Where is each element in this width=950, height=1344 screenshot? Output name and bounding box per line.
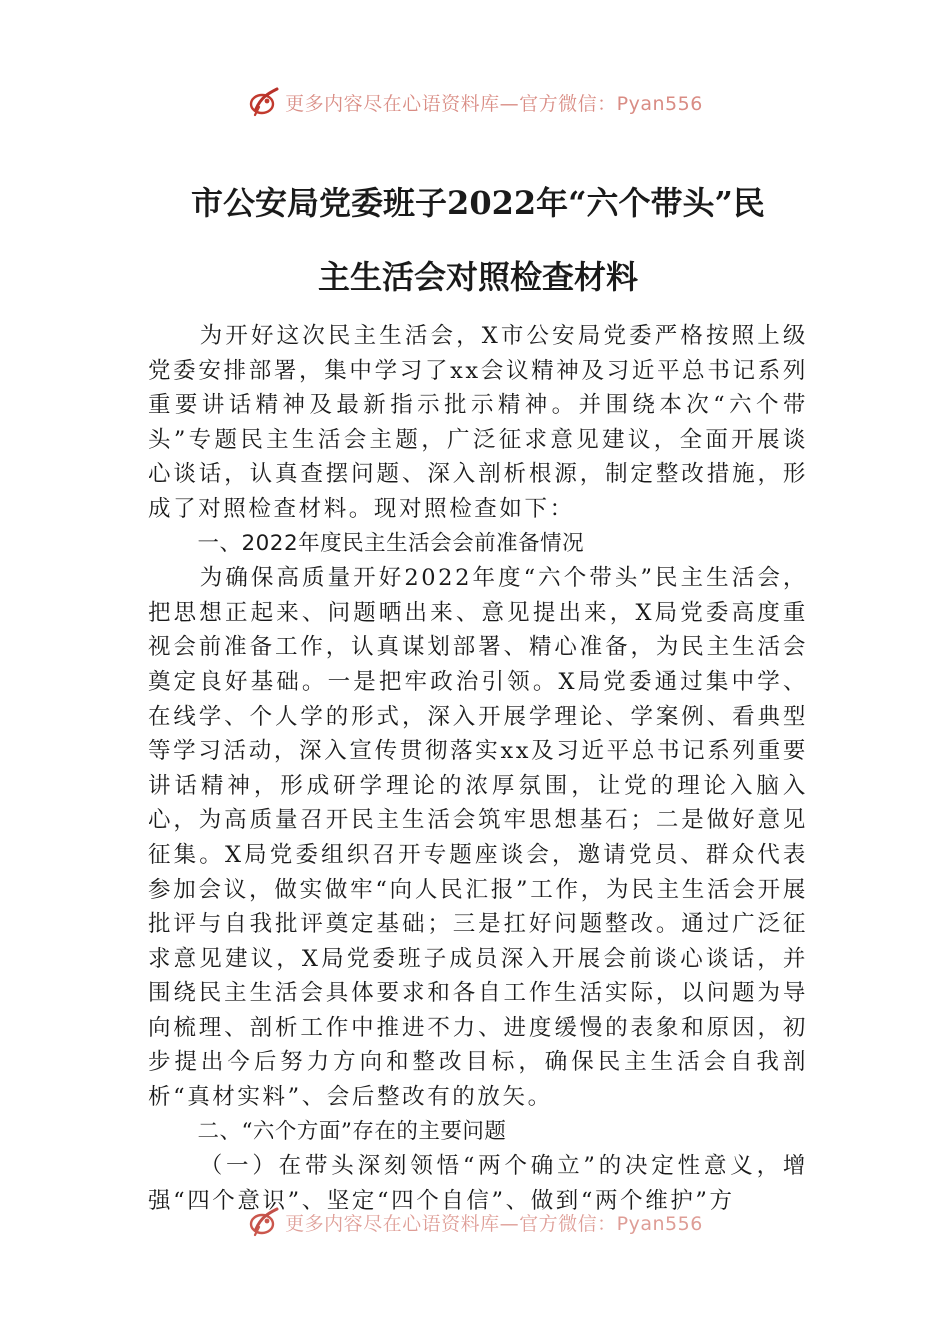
watermark-banner-bottom — [0, 1202, 950, 1242]
intro-paragraph: 为开好这次民主生活会，X市公安局党委严格按照上级党委安排部署，集中学习了xx会议精神及习近平总书记系列重要讲话精神及最新指示批示精神。并围绕本次“六个带头”专题民主生活会主题，广泛征求意见建议，全面开展谈心谈话，认真查摆问题、深入剖析根源，制定整改措施，形成了对照检查材料。现对照检查如下： — [148, 323, 808, 522]
section-1-paragraph: 为确保高质量开好2022年度“六个带头”民主生活会，把思想正起来、问题晒出来、意见提出来，X局党委高度重视会前准备工作，认真谋划部署、精心准备，为民主生活会奠定良好基础。一是把牢政治引领。X局党委通过集中学、在线学、个人学的形式，深入开展学理论、学案例、看典型等学习活动，深入宣传贯彻落实xx及习近平总书记系列重要讲话精神，形成研学理论的浓厚氛围，让党的理论入脑入心，为高质量召开民主生活会筑牢思想基石；二是做好意见征集。X局党委组织召开专题座谈会，邀请党员、群众代表参加会议，做实做牢“向人民汇报”工作，为民主生活会开展批评与自我批评奠定基础；三是扛好问题整改。通过广泛征求意见建议，X局党委班子成员深入开展会前谈心谈话，并围绕民主生活会具体要求和各自工作生活实际，以问题为导向梳理、剖析工作中推进不力、进度缓慢的表象和原因，初步提出今后努力方向和整改目标，确保民主生活会自我剖析“真材实料”、会后整改有的放矢。 — [148, 565, 808, 1111]
watermark-text: 更多内容尽在心语资料库—官方微信：Pyan556 — [285, 92, 703, 115]
document-title — [148, 166, 808, 314]
section-heading-2: 二、“六个方面”存在的主要问题 — [197, 1118, 507, 1144]
title-line-2: 主生活会对照检查材料 — [317, 258, 638, 296]
watermark-text: 更多内容尽在心语资料库—官方微信：Pyan556 — [285, 1212, 703, 1235]
watermark-banner-top — [0, 82, 950, 122]
subsection-1-paragraph: （一）在带头深刻领悟“两个确立”的决定性意义，增强“四个意识”、坚定“四个自信”、做到“两个维护”方 — [148, 1153, 808, 1214]
document-page — [148, 166, 808, 1218]
title-line-1: 市公安局党委班子2022年“六个带头”民 — [191, 184, 765, 222]
section-heading-1: 一、2022年度民主生活会会前准备情况 — [197, 530, 585, 556]
pen-swirl-logo-icon — [247, 1205, 281, 1239]
document-body — [148, 319, 808, 1218]
pen-swirl-logo-icon — [247, 85, 281, 119]
